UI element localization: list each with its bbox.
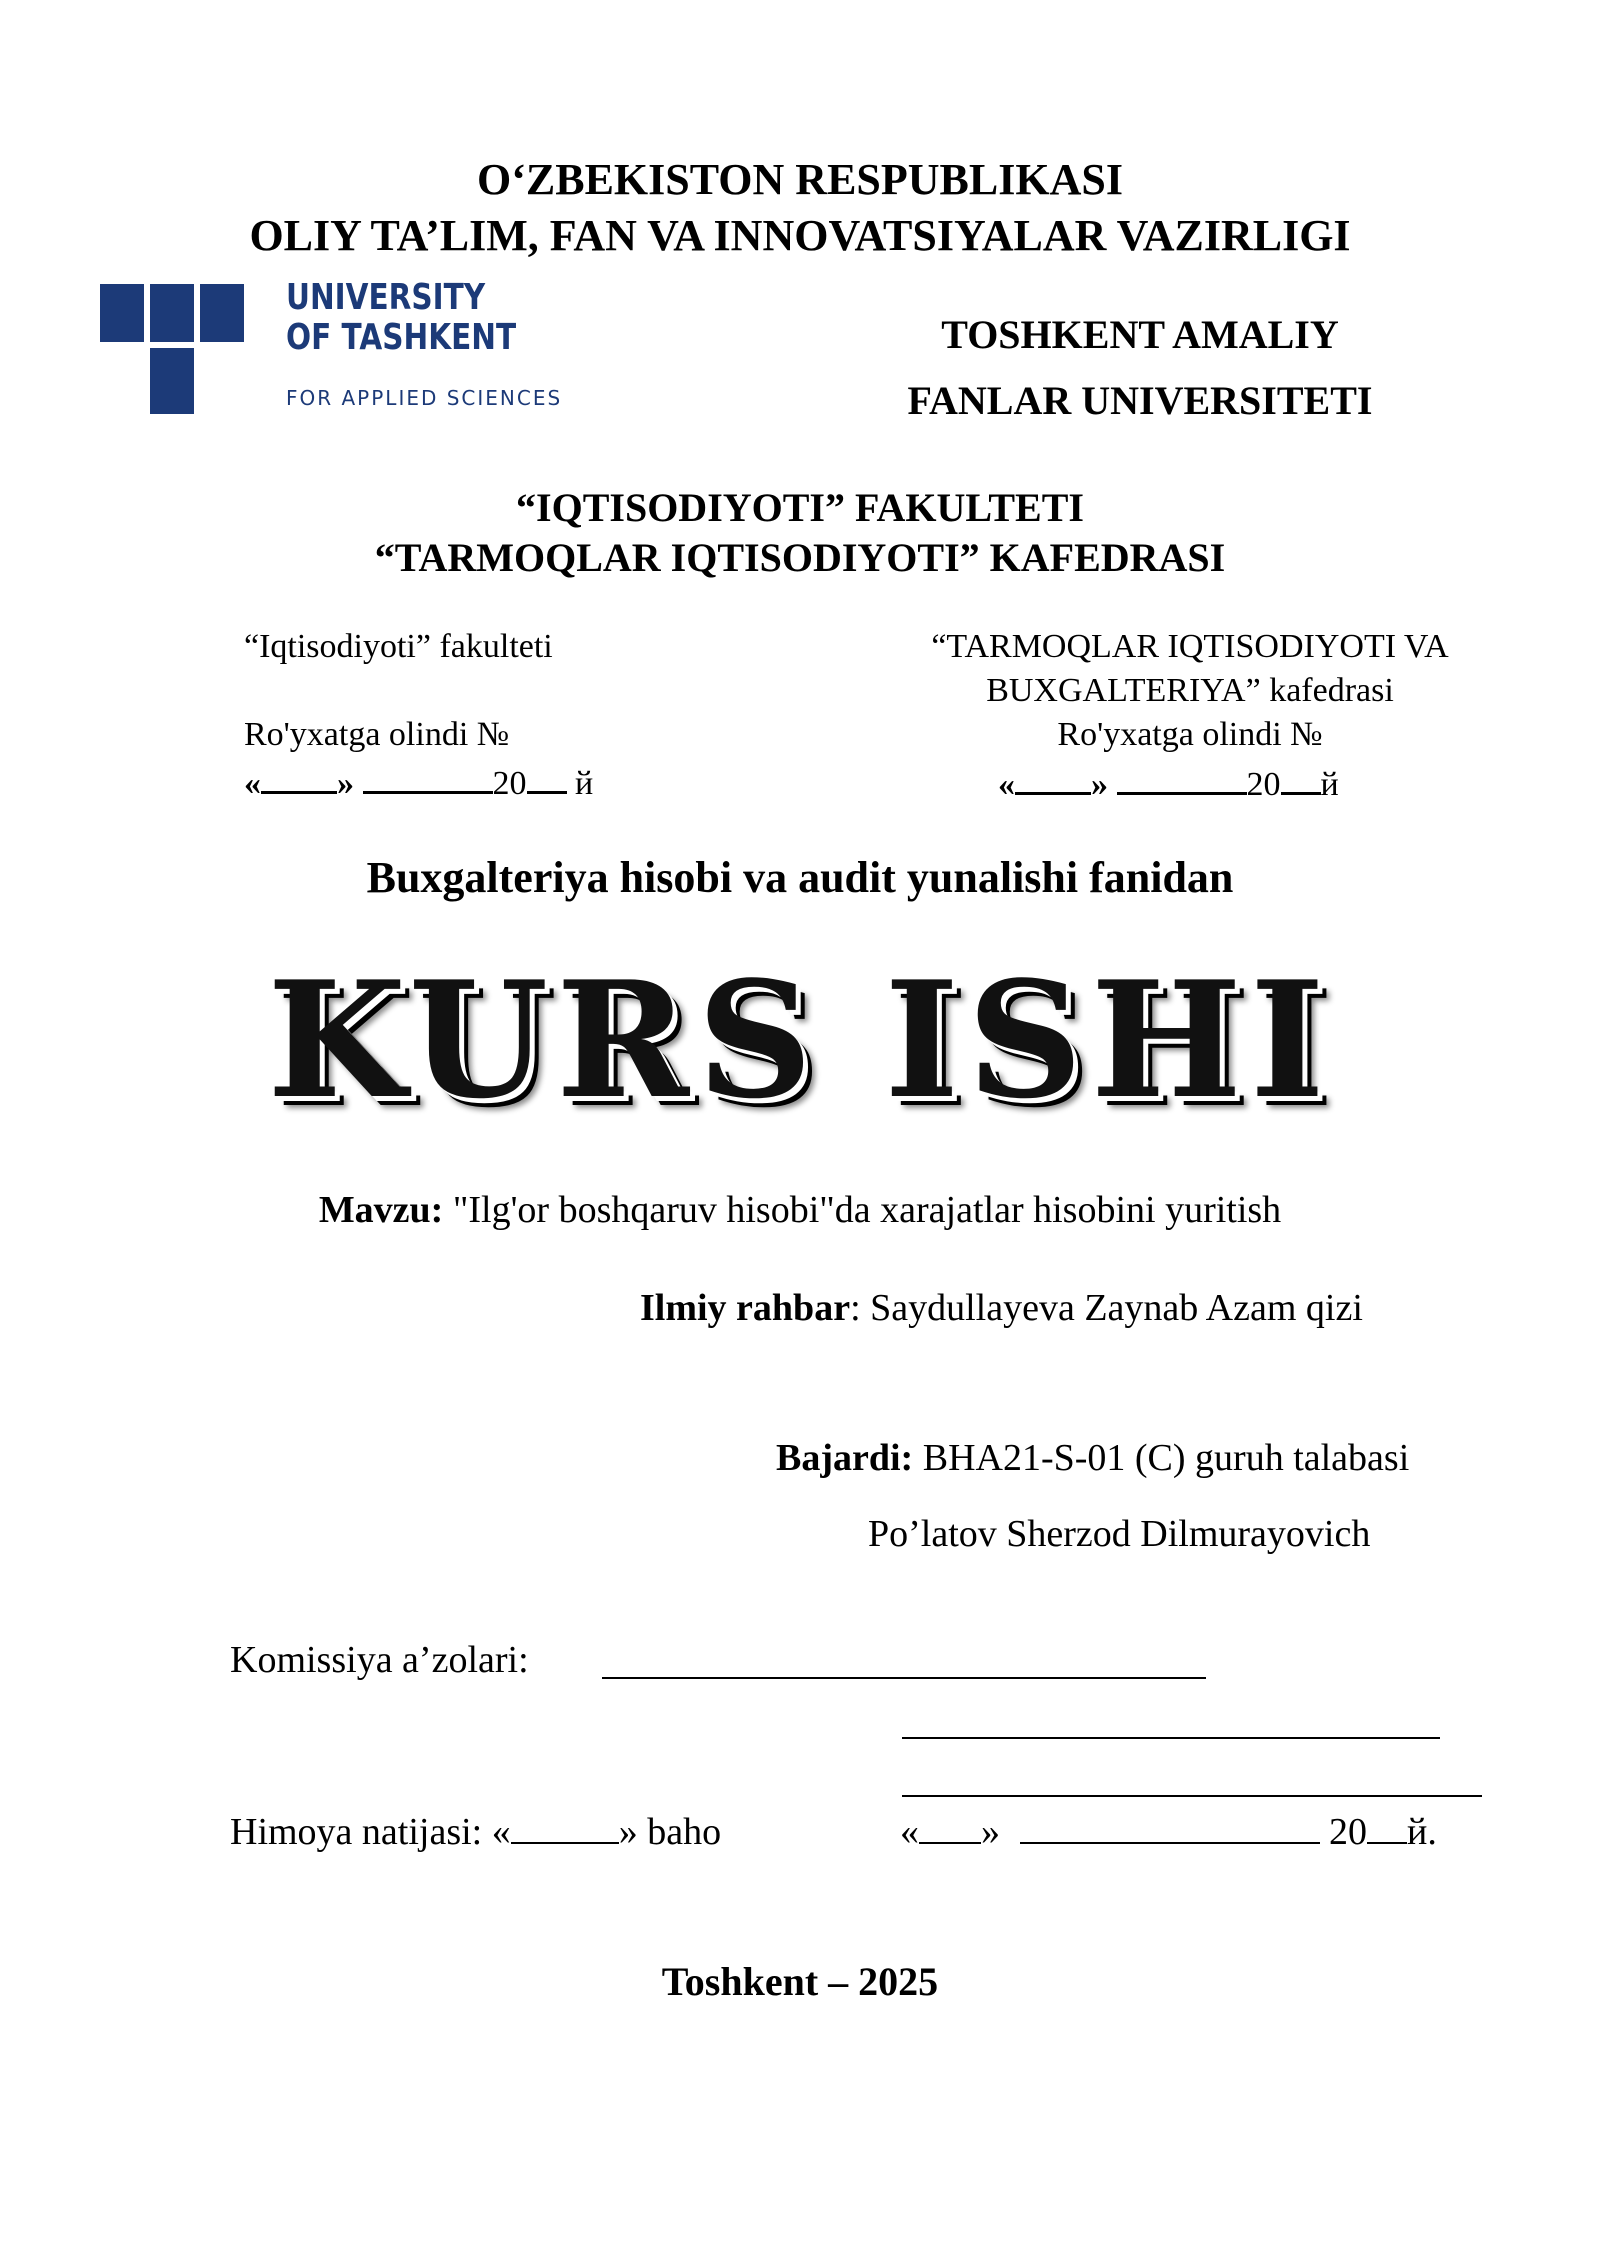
commission-signature-line-1 — [602, 1677, 1206, 1679]
header-ministry: OLIY TA’LIM, FAN VA INNOVATSIYALAR VAZIRLIGI — [249, 211, 1351, 260]
topic-label: Mavzu: — [318, 1189, 444, 1231]
university-line-2: FANLAR UNIVERSITETI — [907, 378, 1373, 423]
registration-right — [860, 625, 1520, 757]
subject-line: Buxgalteriya hisobi va audit yunalishi fanidan — [366, 853, 1234, 902]
registration-left-date: « » 20 й — [244, 761, 804, 806]
header-republic: O‘ZBEKISTON RESPUBLIKASI — [477, 155, 1123, 204]
registration-right-date: « » 20 й — [998, 762, 1339, 807]
university-logo — [100, 277, 563, 418]
logo-line-3: FOR APPLIED SCIENCES — [286, 386, 563, 410]
registration-left-label: “Iqtisodiyoti” fakulteti — [244, 628, 553, 665]
commission-label: Komissiya a’zolari: — [230, 1639, 529, 1681]
registration-left — [244, 625, 804, 806]
registration-right-reg: Ro'yxatga olindi № — [1057, 716, 1323, 753]
university-name — [860, 302, 1420, 434]
logo-line-2: OF TASHKENT — [286, 317, 517, 358]
faculty-title: “IQTISODIYOTI” FAKULTETI — [516, 485, 1084, 530]
commission-signature-line-3 — [902, 1795, 1482, 1797]
supervisor-name: Saydullayeva Zaynab Azam qizi — [870, 1287, 1363, 1329]
commission-signature-line-2 — [902, 1737, 1440, 1739]
topic-line — [0, 1188, 1600, 1232]
university-line-1: TOSHKENT AMALIY — [941, 312, 1339, 357]
performer-name: Po’latov Sherzod Dilmurayovich — [868, 1513, 1371, 1555]
defense-date: « » 20 й. — [900, 1811, 1437, 1853]
registration-right-label-1: “TARMOQLAR IQTISODIYOTI VA — [931, 628, 1449, 665]
supervisor-line: Ilmiy rahbar: Saydullayeva Zaynab Azam qizi — [640, 1287, 1363, 1329]
registration-left-reg: Ro'yxatga olindi № — [244, 716, 510, 753]
performer-label: Bajardi: — [776, 1437, 914, 1479]
performer-group: BHA21-S-01 (C) guruh talabasi — [922, 1437, 1410, 1479]
document-title: KURS ISHI — [267, 946, 1333, 1134]
logo-mark-icon — [100, 284, 250, 419]
logo-line-1: UNIVERSITY — [286, 277, 486, 318]
footer-city-year: Toshkent – 2025 — [661, 1959, 939, 2004]
defense-result: Himoya natijasi: « » baho — [230, 1811, 722, 1853]
department-title: “TARMOQLAR IQTISODIYOTI” KAFEDRASI — [374, 535, 1226, 580]
registration-right-label-2: BUXGALTERIYA” kafedrasi — [986, 672, 1394, 709]
supervisor-label: Ilmiy rahbar — [640, 1287, 851, 1329]
topic-value: "Ilg'or boshqaruv hisobi"da xarajatlar hisobini yuritish — [452, 1189, 1282, 1231]
performer-line — [776, 1436, 1409, 1480]
